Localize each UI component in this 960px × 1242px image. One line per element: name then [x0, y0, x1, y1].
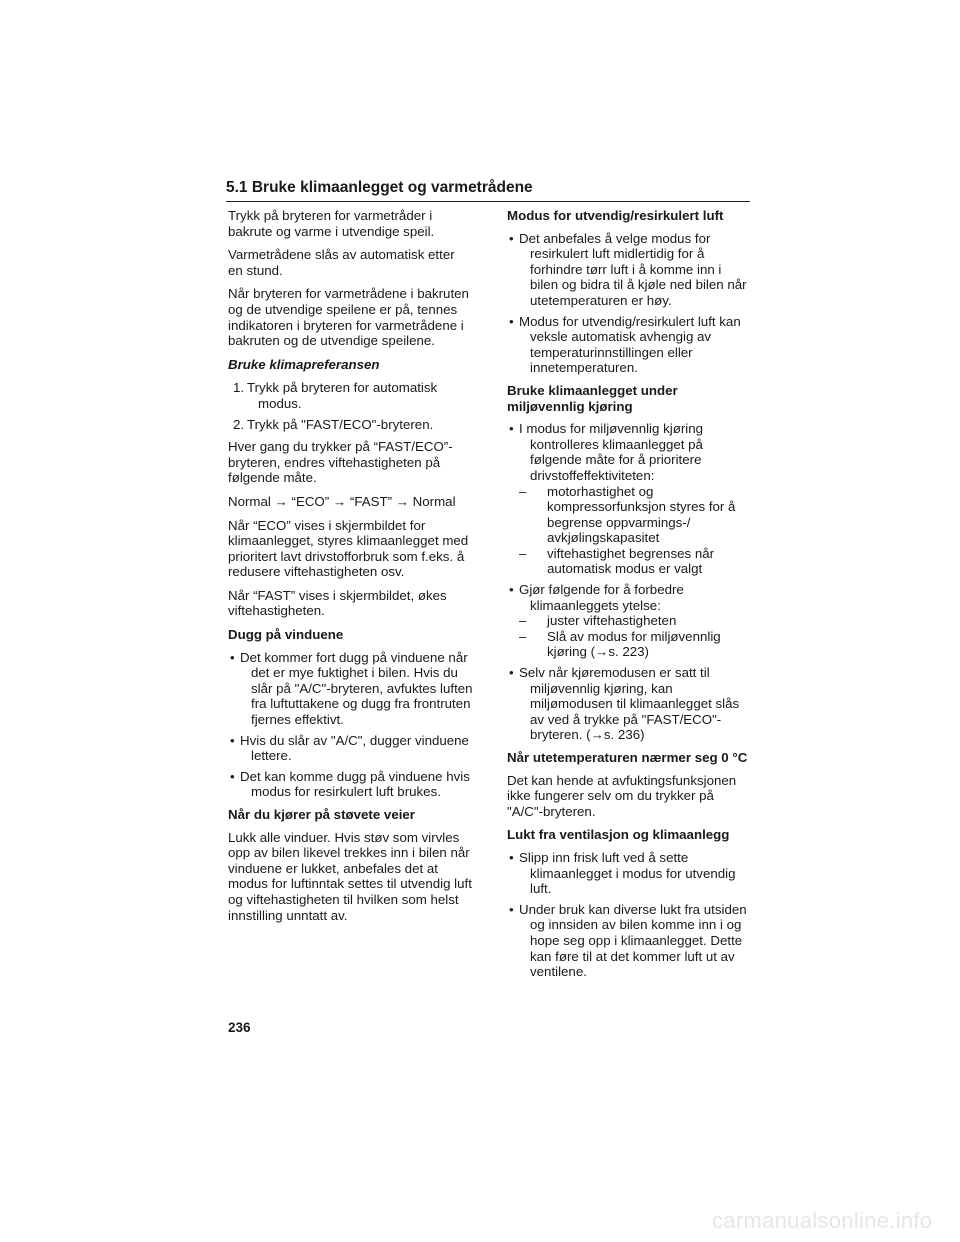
list-item: [507, 850, 752, 897]
fog-list: [228, 650, 473, 800]
list-item: [228, 769, 473, 800]
list-item: [507, 582, 752, 660]
dash-icon: –: [519, 483, 527, 499]
sub-list-item-text: viftehastighet begrenses når automatisk modus er valgt: [547, 545, 715, 577]
list-item-text: Gjør følgende for å forbedre klimaanleggets ytelse:: [519, 582, 684, 613]
mode-sequence: Normal → “ECO” → “FAST” → Normal: [228, 493, 456, 509]
list-item-text: Det anbefales å velge modus for resirkulert luft midlertidig for å forhindre tørr luft i å komme inn i bilen og bidra til å kjøle ned bilen når utetemperaturen er høy.: [519, 230, 747, 308]
dash-icon: –: [519, 613, 527, 629]
bullet-icon: •: [509, 313, 514, 329]
bullet-icon: •: [509, 230, 514, 246]
bullet-icon: •: [230, 732, 235, 748]
section-header: 5.1 Bruke klimaanlegget og varmetrådene: [226, 178, 750, 202]
bullet-icon: •: [509, 849, 514, 865]
subheading-outside-temp: Når utetemperaturen nærmer seg 0 °C: [507, 750, 748, 765]
paragraph: Det kan hende at avfuktingsfunksjonen ikke fungerer selv om du trykker på "A/C"-bryteren.: [507, 772, 737, 819]
paragraph: Når bryteren for varmetrådene i bakruten og de utvendige speilene er på, tennes indikatoren i bryteren for varmetrådene i bakruten og de utvendige speilene.: [228, 286, 469, 349]
paragraph: Varmetrådene slås av automatisk etter en stund.: [228, 247, 455, 278]
sub-list-item: [519, 484, 752, 546]
odor-list: [507, 850, 752, 980]
subheading-fog: Dugg på vinduene: [228, 627, 344, 643]
list-item-text: I modus for miljøvennlig kjøring kontrolleres klimaanlegget på følgende måte for å prioritere drivstoffeffektiviteten:: [519, 421, 703, 483]
step-item: [228, 417, 473, 433]
list-item: [507, 314, 752, 376]
dash-icon: –: [519, 545, 527, 561]
dash-icon: –: [519, 628, 527, 644]
step-number: 1.: [233, 380, 245, 396]
list-item: [507, 231, 752, 309]
watermark: carmanualsonline.info: [712, 1208, 933, 1233]
bullet-icon: •: [509, 901, 514, 917]
sub-list-item-text: motorhastighet og kompressorfunksjon styres for å begrense oppvarmings-/ avkjølingskapasitet: [547, 483, 736, 546]
page-number: 236: [228, 1020, 251, 1035]
sub-list: [519, 613, 752, 660]
subheading-air-mode: Modus for utvendig/resirkulert luft: [507, 208, 724, 223]
subheading-climate-preference: Bruke klimapreferansen: [228, 356, 380, 372]
list-item-text: Det kommer fort dugg på vinduene når det er mye fuktighet i bilen. Hvis du slår på "A/C"-bryteren, avfuktes luften fra luftuttakene og dugg fra frontruten fjernes effektivt.: [240, 649, 473, 728]
bullet-icon: •: [509, 665, 514, 681]
list-item: [507, 665, 752, 743]
paragraph: Hver gang du trykker på “FAST/ECO”-bryteren, endres viftehastigheten på følgende måte.: [228, 439, 453, 486]
subheading-odor: Lukt fra ventilasjon og klimaanlegg: [507, 827, 730, 843]
paragraph: Lukk alle vinduer. Hvis støv som virvles opp av bilen likevel trekkes inn i bilen når vinduene er lukket, anbefales det at modus for luftinntak settes til utvendig luft og viftehastigheten til hvilken som helst innstilling unntatt av.: [228, 829, 472, 923]
air-mode-list: [507, 231, 752, 376]
left-column: [228, 208, 473, 931]
subheading-dusty-roads: Når du kjører på støvete veier: [228, 807, 415, 822]
list-item-text: Under bruk kan diverse lukt fra utsiden og innsiden av bilen komme inn i og hope seg opp i klimaanlegget. Dette kan føre til at det kommer luft ut av ventilene.: [519, 901, 747, 980]
step-text: Trykk på bryteren for automatisk modus.: [247, 380, 438, 411]
list-item-text: Det kan komme dugg på vinduene hvis modus for resirkulert luft brukes.: [240, 768, 470, 800]
list-item-text: Selv når kjøremodusen er satt til miljøvennlig kjøring, kan miljømodusen til klimaanlegget slås av ved å trykke på "FAST/ECO"-bryteren. (→s. 236): [519, 665, 740, 743]
step-item: [228, 380, 473, 411]
subheading-eco-driving: Bruke klimaanlegget under miljøvennlig kjøring: [507, 382, 678, 414]
bullet-icon: •: [509, 421, 514, 437]
list-item-text: Hvis du slår av "A/C", dugger vinduene lettere.: [240, 732, 469, 764]
paragraph: Når “FAST” vises i skjermbildet, økes viftehastigheten.: [228, 587, 447, 619]
eco-list: [507, 421, 752, 743]
bullet-icon: •: [230, 649, 235, 665]
sub-list-item: [519, 613, 752, 629]
step-text: Trykk på "FAST/ECO"-bryteren.: [247, 416, 434, 432]
sub-list-item-text: juster viftehastigheten: [547, 613, 677, 629]
list-item: [228, 650, 473, 728]
bullet-icon: •: [230, 768, 235, 784]
steps-list: [228, 380, 473, 432]
list-item-text: Slipp inn frisk luft ved å sette klimaanlegget i modus for utvendig luft.: [519, 849, 736, 897]
sub-list-item-text: Slå av modus for miljøvennlig kjøring (→s. 223): [547, 628, 721, 660]
sub-list-item: [519, 546, 752, 577]
paragraph: Når “ECO” vises i skjermbildet for klimaanlegget, styres klimaanlegget med prioritert lavt drivstofforbruk som f.eks. å redusere viftehastigheten osv.: [228, 517, 469, 580]
sub-list-item: [519, 629, 752, 660]
list-item: [507, 902, 752, 980]
step-number: 2.: [233, 416, 245, 432]
sub-list: [519, 484, 752, 578]
list-item: [507, 421, 752, 577]
list-item: [228, 733, 473, 764]
right-column: [507, 208, 752, 987]
paragraph: Trykk på bryteren for varmetråder i bakrute og varme i utvendige speil.: [228, 208, 435, 239]
list-item-text: Modus for utvendig/resirkulert luft kan veksle automatisk avhengig av temperaturinnstillingen eller innetemperaturen.: [519, 313, 741, 376]
bullet-icon: •: [509, 582, 514, 598]
